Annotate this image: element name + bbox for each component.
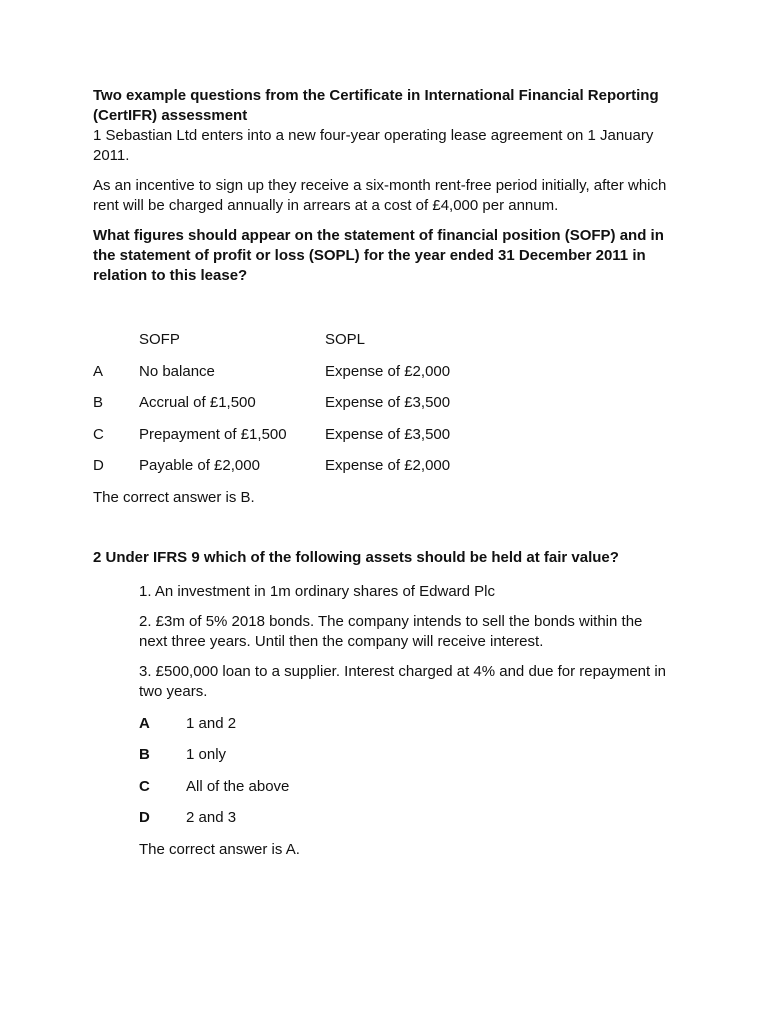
q2-items [139, 582, 669, 702]
q2-option-letter: B [139, 746, 150, 763]
q2-option-letter: C [139, 777, 150, 795]
q2-item: 3. £500,000 loan to a supplier. Interest charged at 4% and due for repayment in two years. [139, 662, 667, 700]
q1-header-sofp: SOFP [139, 331, 180, 348]
q2-option-row [139, 745, 386, 777]
q1-option-row [93, 393, 525, 425]
q1-option-letter: B [93, 394, 104, 411]
q2-option-row [139, 777, 386, 809]
q1-intro: 1 Sebastian Ltd enters into a new four-year operating lease agreement on 1 January 2011. [93, 127, 654, 164]
document-page [93, 86, 683, 860]
q1-option-row [93, 362, 525, 394]
q2-option-text: 1 and 2 [186, 714, 237, 732]
q2-option-letter: A [139, 714, 150, 732]
q1-option-sopl: Expense of £2,000 [325, 457, 451, 474]
q1-options-table [93, 330, 525, 488]
q1-answer: The correct answer is B. [93, 488, 255, 506]
q1-option-sopl: Expense of £3,500 [325, 394, 451, 411]
document-title: Two example questions from the Certificate in International Financial Reporting (CertIFR) assessment [93, 87, 659, 124]
q2-option-text: 1 only [186, 746, 227, 763]
q1-option-row [93, 456, 525, 488]
q2-options-table [139, 714, 386, 840]
q1-option-letter: C [93, 425, 104, 443]
q1-option-sofp: No balance [139, 362, 215, 380]
q1-option-row [93, 425, 525, 457]
q2-option-letter: D [139, 809, 150, 826]
q2-option-row [139, 808, 386, 840]
q1-option-sofp: Payable of £2,000 [139, 457, 260, 474]
q1-option-letter: D [93, 457, 104, 474]
q1-option-sofp: Accrual of £1,500 [139, 394, 256, 411]
q1-option-sofp: Prepayment of £1,500 [139, 425, 287, 443]
q2-option-text: All of the above [186, 777, 290, 795]
q1-header-sopl: SOPL [325, 331, 366, 348]
q2-option-row [139, 714, 386, 746]
q1-question: What figures should appear on the statement of financial position (SOFP) and in the statement of profit or loss (SOPL) for the year ended 31 December 2011 in relation to this lease? [93, 227, 664, 284]
q1-incentive: As an incentive to sign up they receive a six-month rent-free period initially, after which rent will be charged annually in arrears at a cost of £4,000 per annum. [93, 177, 667, 214]
q2-question: 2 Under IFRS 9 which of the following assets should be held at fair value? [93, 548, 619, 566]
q1-option-letter: A [93, 362, 104, 380]
q2-item: 1. An investment in 1m ordinary shares of Edward Plc [139, 582, 496, 600]
q1-option-sopl: Expense of £3,500 [325, 425, 451, 443]
q2-option-text: 2 and 3 [186, 809, 237, 826]
q2-answer: The correct answer is A. [139, 840, 300, 858]
q1-options-header [93, 330, 525, 362]
q2-item: 2. £3m of 5% 2018 bonds. The company intends to sell the bonds within the next three years. Until then the company will receive interest. [139, 612, 643, 650]
q1-option-sopl: Expense of £2,000 [325, 362, 451, 380]
